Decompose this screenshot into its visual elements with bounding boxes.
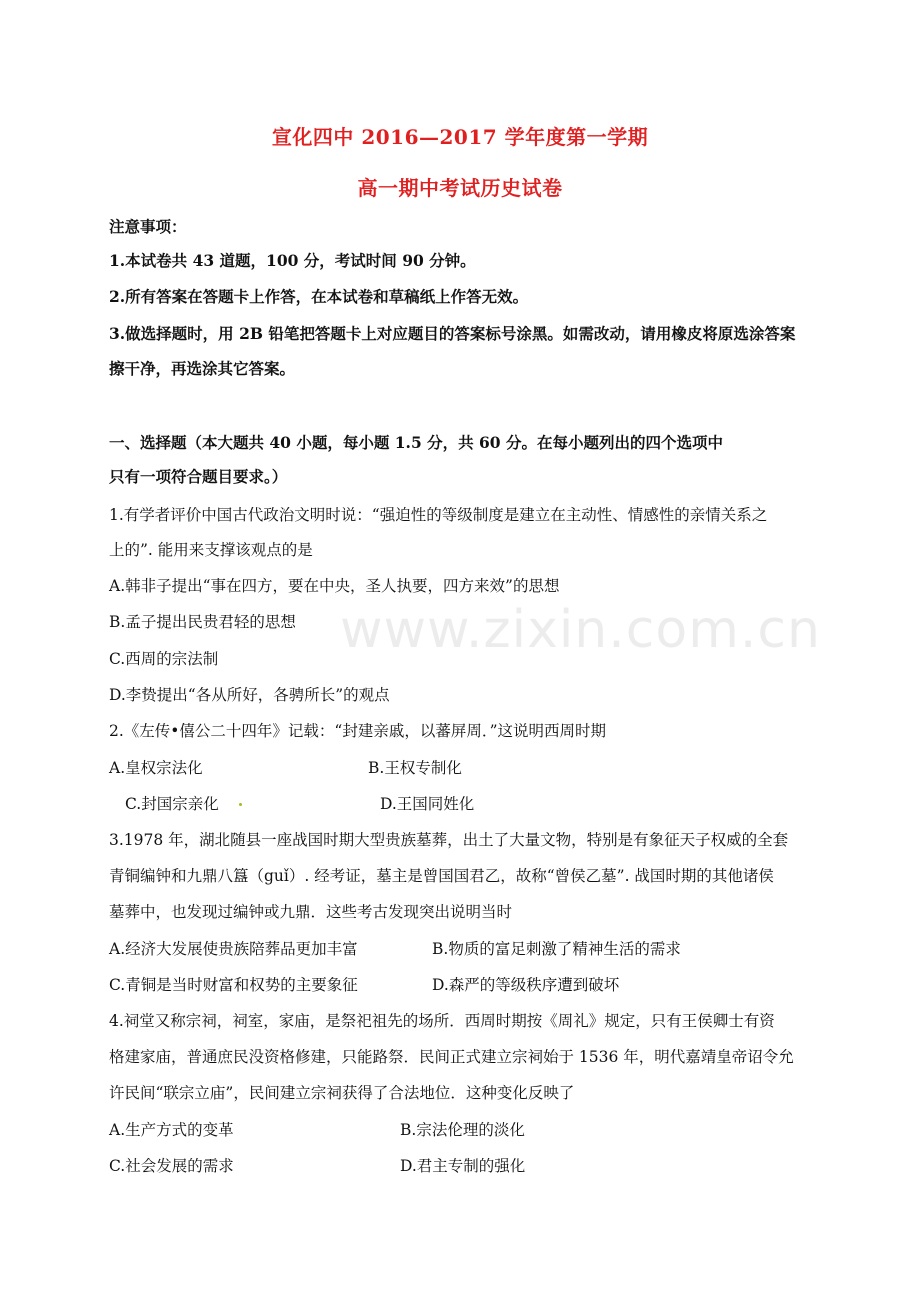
section-heading-line-1: 一、选择题（本大题共 40 小题，每小题 1.5 分，共 60 分。在每小题列出的四个选项中: [109, 433, 723, 452]
question-stem: 上的”. 能用来支撑该观点的是: [109, 541, 313, 559]
option-a: A.韩非子提出“事在四方，要在中央，圣人执要，四方来效”的思想: [109, 577, 560, 595]
question-stem: 4.祠堂又称宗祠，祠室，家庙，是祭祀祖先的场所．西周时期按《周礼》规定，只有王侯卿士有资: [109, 1012, 775, 1030]
option-c: C.西周的宗法制: [109, 650, 219, 668]
option-a: A.经济大发展使贵族陪葬品更加丰富: [109, 940, 358, 958]
exam-title-school-term: 宣化四中 2016—2017 学年度第一学期: [271, 125, 649, 149]
exam-title-subject: 高一期中考试历史试卷: [357, 176, 563, 200]
option-d: D.森严的等级秩序遭到破坏: [432, 976, 620, 994]
stray-dot: [239, 803, 242, 806]
question-stem: 墓葬中，也发现过编钟或九鼎．这些考古发现突出说明当时: [109, 903, 513, 921]
question-stem: 许民间“联宗立庙”，民间建立宗祠获得了合法地位．这种变化反映了: [109, 1084, 575, 1102]
option-a: A.生产方式的变革: [109, 1121, 234, 1139]
notes-heading: 注意事项：: [109, 217, 187, 236]
option-a: A.皇权宗法化: [109, 759, 203, 777]
question-stem: 3.1978 年，湖北随县一座战国时期大型贵族墓葬，出土了大量文物，特别是有象征天子权威的全套: [109, 831, 789, 849]
option-b: B.物质的富足刺激了精神生活的需求: [432, 940, 681, 958]
note-3-line-1: 3.做选择题时，用 2B 铅笔把答题卡上对应题目的答案标号涂黑。如需改动，请用橡皮将原选涂答案: [109, 324, 796, 343]
question-stem: 格建家庙，普通庶民没资格修建，只能路祭．民间正式建立宗祠始于 1536 年，明代嘉靖皇帝诏令允: [109, 1048, 794, 1066]
option-c: C.社会发展的需求: [109, 1157, 234, 1175]
option-c: C.封国宗亲化: [125, 795, 219, 813]
question-stem: 青铜编钟和九鼎八簋（guǐ）. 经考证，墓主是曾国国君乙，故称“曾侯乙墓”. 战国时期的其他诸侯: [109, 867, 774, 885]
option-c: C.青铜是当时财富和权势的主要象征: [109, 976, 358, 994]
option-b: B.王权专制化: [368, 759, 462, 777]
question-stem: 2.《左传•僖公二十四年》记载：“封建亲戚，以蕃屏周．”这说明西周时期: [109, 722, 607, 740]
option-d: D.君主专制的强化: [400, 1157, 526, 1175]
option-d: D.李贽提出“各从所好，各骋所长”的观点: [109, 686, 390, 704]
note-2: 2.所有答案在答题卡上作答，在本试卷和草稿纸上作答无效。: [109, 287, 529, 306]
option-d: D.王国同姓化: [380, 795, 475, 813]
option-b: B.孟子提出民贵君轻的思想: [109, 613, 296, 631]
option-b: B.宗法伦理的淡化: [400, 1121, 525, 1139]
note-3-line-2: 擦干净，再选涂其它答案。: [109, 359, 296, 378]
note-1: 1.本试卷共 43 道题，100 分，考试时间 90 分钟。: [109, 251, 476, 270]
section-heading-line-2: 只有一项符合题目要求。）: [109, 467, 288, 486]
site-watermark: www.zixin.com.cn: [340, 600, 821, 660]
question-stem: 1.有学者评价中国古代政治文明时说：“强迫性的等级制度是建立在主动性、情感性的亲情关系之: [109, 506, 768, 524]
